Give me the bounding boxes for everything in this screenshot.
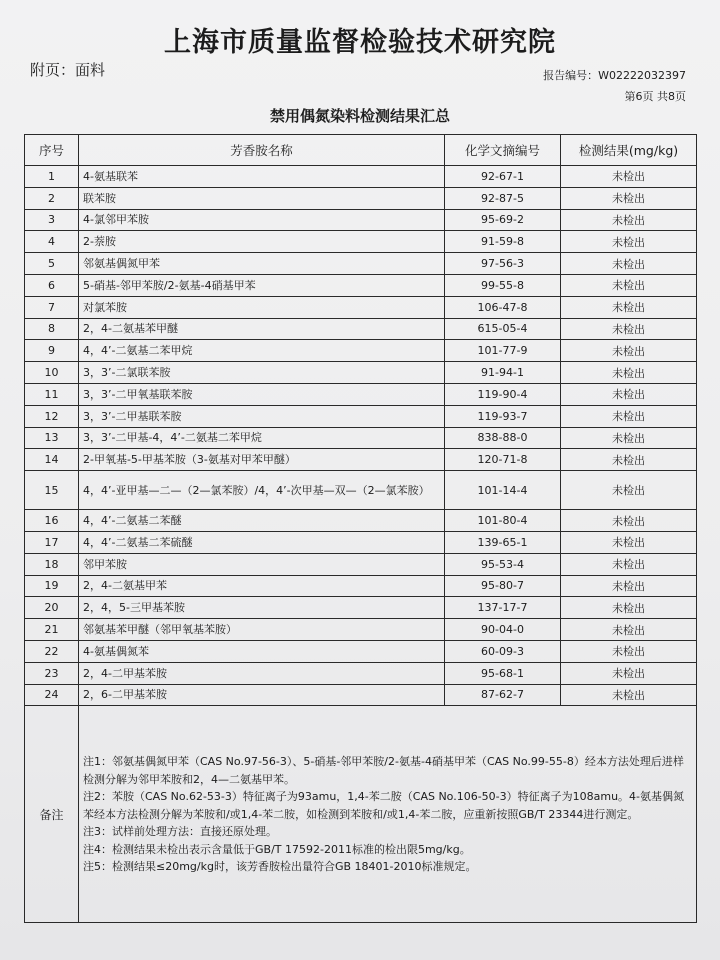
table-row — [25, 209, 697, 231]
row-number: 8 — [25, 318, 79, 340]
amine-name: 4，4’-二氨基二苯醚 — [79, 510, 445, 532]
cas-number: 60-09-3 — [445, 640, 561, 662]
test-result: 未检出 — [561, 405, 697, 427]
amine-name: 5-硝基-邻甲苯胺/2-氨基-4硝基甲苯 — [79, 274, 445, 296]
test-result: 未检出 — [561, 597, 697, 619]
test-result: 未检出 — [561, 340, 697, 362]
row-number: 22 — [25, 640, 79, 662]
note-4: 注4：检测结果未检出表示含量低于GB/T 17592-2011标准的检出限5mg/kg。 — [83, 842, 471, 856]
cas-number: 615-05-4 — [445, 318, 561, 340]
row-number: 10 — [25, 362, 79, 384]
row-number: 12 — [25, 405, 79, 427]
table-row — [25, 597, 697, 619]
cas-number: 87-62-7 — [445, 684, 561, 706]
cas-number: 139-65-1 — [445, 531, 561, 553]
cas-number: 90-04-0 — [445, 619, 561, 641]
row-number: 15 — [25, 471, 79, 510]
table-row — [25, 662, 697, 684]
cas-number: 119-90-4 — [445, 383, 561, 405]
cas-number: 101-80-4 — [445, 510, 561, 532]
amine-name: 2，4，5-三甲基苯胺 — [79, 597, 445, 619]
cas-number: 95-69-2 — [445, 209, 561, 231]
cas-number: 119-93-7 — [445, 405, 561, 427]
test-result: 未检出 — [561, 575, 697, 597]
amine-name: 2，4-二氨基甲苯 — [79, 575, 445, 597]
cas-number: 91-94-1 — [445, 362, 561, 384]
amine-name: 4，4’-二氨基二苯硫醚 — [79, 531, 445, 553]
row-number: 19 — [25, 575, 79, 597]
amine-name: 2，4-二甲基苯胺 — [79, 662, 445, 684]
note-1: 注1：邻氨基偶氮甲苯（CAS No.97-56-3）、5-硝基-邻甲苯胺/2-氨基-4硝基甲苯（CAS No.99-55-8）经本方法处理后进样检测分解为邻甲苯胺和2，4—二氨基甲苯。 — [83, 755, 684, 786]
amine-name: 3，3’-二甲基联苯胺 — [79, 405, 445, 427]
row-number: 21 — [25, 619, 79, 641]
column-header-name: 芳香胺名称 — [79, 135, 445, 166]
amine-name: 对氯苯胺 — [79, 296, 445, 318]
amine-name: 4-氨基偶氮苯 — [79, 640, 445, 662]
table-row — [25, 318, 697, 340]
amine-name: 邻氨基偶氮甲苯 — [79, 253, 445, 275]
cas-number: 97-56-3 — [445, 253, 561, 275]
row-number: 16 — [25, 510, 79, 532]
cas-number: 95-53-4 — [445, 553, 561, 575]
test-result: 未检出 — [561, 471, 697, 510]
column-header-no: 序号 — [25, 135, 79, 166]
institute-title: 上海市质量监督检验技术研究院 — [164, 27, 556, 58]
table-row — [25, 449, 697, 471]
row-number: 13 — [25, 427, 79, 449]
row-number: 7 — [25, 296, 79, 318]
amine-name: 邻甲苯胺 — [79, 553, 445, 575]
amine-name: 2-萘胺 — [79, 231, 445, 253]
table-row — [25, 510, 697, 532]
table-row — [25, 684, 697, 706]
table-row — [25, 253, 697, 275]
table-row — [25, 405, 697, 427]
test-result: 未检出 — [561, 531, 697, 553]
row-number: 18 — [25, 553, 79, 575]
test-result: 未检出 — [561, 209, 697, 231]
row-number: 23 — [25, 662, 79, 684]
test-result: 未检出 — [561, 640, 697, 662]
cas-number: 92-87-5 — [445, 187, 561, 209]
row-number: 24 — [25, 684, 79, 706]
results-table — [24, 134, 697, 923]
test-result: 未检出 — [561, 296, 697, 318]
cas-number: 92-67-1 — [445, 166, 561, 188]
table-row — [25, 553, 697, 575]
test-result: 未检出 — [561, 662, 697, 684]
appendix-label: 附页：面料 — [30, 61, 106, 79]
cas-number: 95-80-7 — [445, 575, 561, 597]
test-result: 未检出 — [561, 553, 697, 575]
table-row — [25, 340, 697, 362]
amine-name: 2，4-二氨基苯甲醚 — [79, 318, 445, 340]
test-result: 未检出 — [561, 274, 697, 296]
table-row — [25, 296, 697, 318]
column-header-cas: 化学文摘编号 — [445, 135, 561, 166]
amine-name: 4，4’-亚甲基—二—（2—氯苯胺）/4，4’-次甲基—双—（2—氯苯胺） — [79, 471, 445, 510]
amine-name: 4-氯邻甲苯胺 — [79, 209, 445, 231]
table-row — [25, 640, 697, 662]
note-5: 注5：检测结果≤20mg/kg时，该芳香胺检出量符合GB 18401-2010标准规定。 — [83, 860, 477, 874]
notes-row — [25, 706, 697, 923]
test-result: 未检出 — [561, 684, 697, 706]
column-header-result: 检测结果(mg/kg) — [561, 135, 697, 166]
row-number: 4 — [25, 231, 79, 253]
amine-name: 3，3’-二甲基-4，4’-二氨基二苯甲烷 — [79, 427, 445, 449]
test-result: 未检出 — [561, 427, 697, 449]
amine-name: 2，6-二甲基苯胺 — [79, 684, 445, 706]
table-header-row — [25, 135, 697, 166]
table-row — [25, 427, 697, 449]
table-row — [25, 471, 697, 510]
table-row — [25, 187, 697, 209]
cas-number: 106-47-8 — [445, 296, 561, 318]
test-result: 未检出 — [561, 510, 697, 532]
row-number: 20 — [25, 597, 79, 619]
test-result: 未检出 — [561, 166, 697, 188]
test-result: 未检出 — [561, 619, 697, 641]
notes-label: 备注 — [25, 706, 79, 923]
cas-number: 137-17-7 — [445, 597, 561, 619]
cas-number: 120-71-8 — [445, 449, 561, 471]
row-number: 17 — [25, 531, 79, 553]
notes-body — [79, 706, 697, 923]
table-row — [25, 274, 697, 296]
test-result: 未检出 — [561, 362, 697, 384]
table-row — [25, 383, 697, 405]
row-number: 11 — [25, 383, 79, 405]
test-result: 未检出 — [561, 449, 697, 471]
row-number: 6 — [25, 274, 79, 296]
table-row — [25, 531, 697, 553]
row-number: 5 — [25, 253, 79, 275]
page-indicator: 第6页 共8页 — [624, 90, 686, 103]
table-title: 禁用偶氮染料检测结果汇总 — [269, 107, 450, 125]
cas-number: 838-88-0 — [445, 427, 561, 449]
table-row — [25, 362, 697, 384]
cas-number: 101-14-4 — [445, 471, 561, 510]
test-result: 未检出 — [561, 231, 697, 253]
row-number: 3 — [25, 209, 79, 231]
amine-name: 4-氨基联苯 — [79, 166, 445, 188]
cas-number: 95-68-1 — [445, 662, 561, 684]
amine-name: 3，3’-二甲氧基联苯胺 — [79, 383, 445, 405]
amine-name: 3，3’-二氯联苯胺 — [79, 362, 445, 384]
test-result: 未检出 — [561, 187, 697, 209]
cas-number: 101-77-9 — [445, 340, 561, 362]
table-row — [25, 231, 697, 253]
report-number: 报告编号：W02222032397 — [543, 69, 686, 82]
row-number: 2 — [25, 187, 79, 209]
cas-number: 99-55-8 — [445, 274, 561, 296]
test-result: 未检出 — [561, 318, 697, 340]
row-number: 1 — [25, 166, 79, 188]
note-3: 注3：试样前处理方法：直接还原处理。 — [83, 825, 277, 839]
cas-number: 91-59-8 — [445, 231, 561, 253]
row-number: 9 — [25, 340, 79, 362]
table-row — [25, 166, 697, 188]
test-result: 未检出 — [561, 253, 697, 275]
table-row — [25, 575, 697, 597]
amine-name: 2-甲氧基-5-甲基苯胺（3-氨基对甲苯甲醚） — [79, 449, 445, 471]
row-number: 14 — [25, 449, 79, 471]
note-2: 注2：苯胺（CAS No.62-53-3）特征离子为93amu，1,4-苯二胺（CAS No.106-50-3）特征离子为108amu。4-氨基偶氮苯经本方法检测分解为苯胺和/或1,4-苯二胺，如检测到苯胺和/或1,4-苯二胺，应重新按照GB/T 23344进行测定。 — [83, 790, 685, 821]
amine-name: 4，4’-二氨基二苯甲烷 — [79, 340, 445, 362]
table-row — [25, 619, 697, 641]
test-result: 未检出 — [561, 383, 697, 405]
amine-name: 联苯胺 — [79, 187, 445, 209]
amine-name: 邻氨基苯甲醚（邻甲氧基苯胺） — [79, 619, 445, 641]
